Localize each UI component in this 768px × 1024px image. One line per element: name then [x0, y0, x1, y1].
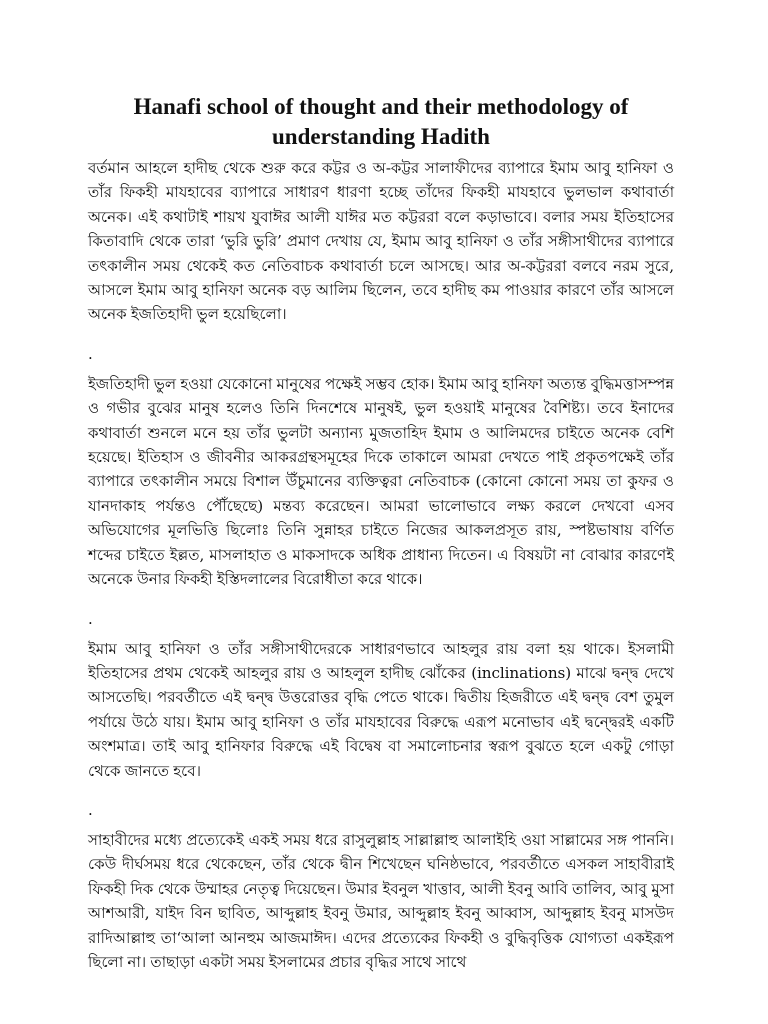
paragraph-4: সাহাবীদের মধ্যে প্রত্যেকেই একই সময় ধরে রাসুলুল্লাহ সাল্লাল্লাহু আলাইহি ওয়া সাল্লামের সঙ্গ পাননি। কেউ দীর্ঘসময় ধরে থেকেছেন, তাঁর থেকে দ্বীন শিখেছেন ঘনিষ্ঠভাবে, পরবর্তীতে এসকল সাহাবীরাই ফিকহী দিক থেকে উম্মাহর নেতৃত্ব দিয়েছেন। উমার ইবনুল খাত্তাব, আলী ইবনু আবি তালিব, আবু মুসা আশআরী, যাইদ বিন ছাবিত, আব্দুল্লাহ ইবনু উমার, আব্দুল্লাহ ইবনু আব্বাস, আব্দুল্লাহ ইবনু মাসউদ রাদিআল্লাহু তা‘আলা আনহুম আজমাঈদ। এদের প্রত্যেকের ফিকহী ও বুদ্ধিবৃত্তিক যোগ্যতা একইরূপ ছিলো না। তাছাড়া একটা সময় ইসলামের প্রচার বৃদ্ধির সাথে সাথে [88, 830, 675, 971]
separator-dot-3: . [88, 800, 93, 819]
document-title: Hanafi school of thought and their methodology of understanding Hadith [133, 94, 629, 149]
paragraph-3: ইমাম আবু হানিফা ও তাঁর সঙ্গীসাথীদেরকে সাধারণভাবে আহলুর রায় বলা হয় থাকে। ইসলামী ইতিহাসের প্রথম থেকেই আহলুর রায় ও আহলুল হাদীছ ঝোঁকের (inclinations) মাঝে দ্বন্দ্ব দেখে আসতেছি। পরবর্তীতে এই দ্বন্দ্ব উত্তরোত্তর বৃদ্ধি পেতে থাকে। দ্বিতীয় হিজরীতে এই দ্বন্দ্ব বেশ তুমুল পর্যায়ে উঠে যায়। ইমাম আবু হানিফা ও তাঁর মাযহাবের বিরুদ্ধে এরূপ মনোভাব এই দ্বন্দ্বেরই একটি অংশমাত্র। তাই আবু হানিফার বিরুদ্ধে এই বিদ্বেষ বা সমালোচনার স্বরূপ বুঝতে হলে একটু গোড়া থেকে জানতে হবে। [88, 639, 674, 780]
separator-dot-2: . [88, 609, 93, 628]
paragraph-1: বর্তমান আহলে হাদীছ থেকে শুরু করে কট্টর ও অ-কট্টর সালাফীদের ব্যাপারে ইমাম আবু হানিফা ও তাঁর ফিকহী মাযহাবের ব্যাপারে সাধারণ ধারণা হচ্ছে তাঁদের ফিকহী মাযহাবে ভুলভাল কথাবার্তা অনেক। এই কথাটাই শায়খ যুবাঈর আলী যাঈর মত কট্টররা বলে কড়াভাবে। বলার সময় ইতিহাসের কিতাবাদি থেকে তারা ‘ভুরি ভুরি’ প্রমাণ দেখায় যে, ইমাম আবু হানিফা ও তাঁর সঙ্গীসাথীদের ব্যাপারে তৎকালীন সময় থেকেই কত নেতিবাচক কথাবার্তা চলে আসছে। আর অ-কট্টররা বলবে নরম সুরে, আসলে ইমাম আবু হানিফা অনেক বড় আলিম ছিলেন, তবে হাদীছ কম পাওয়ার কারণে তাঁর আসলে অনেক ইজতিহাদী ভুল হয়েছিলো। [88, 159, 674, 324]
paragraph-2: ইজতিহাদী ভুল হওয়া যেকোনো মানুষের পক্ষেই সম্ভব হোক। ইমাম আবু হানিফা অত্যন্ত বুদ্ধিমত্তাসম্পন্ন ও গভীর বুঝের মানুষ হলেও তিনি দিনশেষে মানুষই, ভুল হওয়াই মানুষের বৈশিষ্ট্য। তবে ইনাদের কথাবার্তা শুনলে মনে হয় তাঁর ভুলটা অন্যান্য মুজতাহিদ ইমাম ও আলিমদের চাইতে অনেক বেশি হয়েছে। ইতিহাস ও জীবনীর আকরগ্রন্থসমূহের দিকে তাকালে আমরা দেখতে পাই প্রকৃতপক্ষেই তাঁর ব্যাপারে তৎকালীন সময়ে বিশাল উঁচুমানের ব্যক্তিত্বরা নেতিবাচক (কোনো কোনো সময় তা কুফর ও যানদাকাহ পর্যন্তও পৌঁছেছে) মন্তব্য করেছেন। আমরা ভালোভাবে লক্ষ্য করলে দেখবো এসব অভিযোগের মূলভিত্তি ছিলোঃ তিনি সুন্নাহর চাইতে নিজের আকলপ্রসূত রায়, স্পষ্টভাষায় বর্ণিত শব্দের চাইতে ইল্লত, মাসলাহাত ও মাকসাদকে অধিক প্রাধান্য দিতেন। এ বিষয়টা না বোঝার কারণেই অনেকে উনার ফিকহী ইস্তিদলালের বিরোধীতা করে থাকে। [88, 374, 674, 589]
separator-dot-1: . [88, 344, 93, 363]
